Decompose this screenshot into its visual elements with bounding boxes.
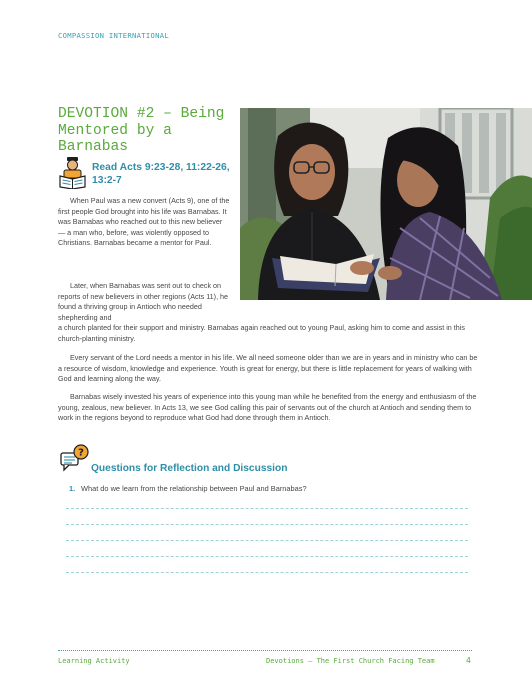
devotion-title: DEVOTION #2 – Being Mentored by a Barnabas: [58, 106, 225, 155]
photo-illustration: [240, 108, 532, 300]
svg-text:?: ?: [78, 447, 84, 459]
answer-line[interactable]: [66, 508, 468, 509]
photo-two-women-reading: [240, 108, 532, 300]
organization-header: COMPASSION INTERNATIONAL: [58, 31, 170, 40]
read-passage-label: Read Acts 9:23-28, 11:22-26, 13:2-7: [92, 162, 230, 186]
answer-line[interactable]: [66, 556, 468, 557]
footer-section-label: Learning Activity: [58, 657, 130, 665]
question-text: What do we learn from the relationship between Paul and Barnabas?: [81, 484, 307, 493]
discussion-question-icon: [60, 444, 90, 472]
question-number: 1.: [69, 484, 76, 493]
paragraph-4: Barnabas wisely invested his years of experience into this young man while he benefited from the energy and enthusiasm of the young, zealous, new believer. In Acts 13, we see God calling this pair of servants out of the church at Antioch and sending them to work in the regions beyond to reproduce what God had done through them in Antioch.: [58, 392, 477, 423]
answer-line[interactable]: [66, 524, 468, 525]
paragraph-3: Every servant of the Lord needs a mentor in his life. We all need someone older than we are in years and in ministry who can be a resource of wisdom, knowledge and experience. Youth is great for energy, but there is little replacement for years of walking with God and learning along the way.: [58, 353, 478, 384]
scripture-reading: [58, 157, 238, 191]
footer-document-title: Devotions – The First Church Facing Team: [266, 657, 435, 665]
page-number: 4: [466, 656, 471, 665]
answer-line[interactable]: [66, 572, 468, 573]
reflection-heading: Questions for Reflection and Discussion: [91, 463, 288, 474]
reader-with-book-icon: [58, 157, 87, 189]
answer-line[interactable]: [66, 540, 468, 541]
paragraph-2-continued: a church planted for their support and ministry. Barnabas again reached out to young Paul, asking him to come and assist in this church-planting ministry.: [58, 323, 465, 343]
paragraph-2: Later, when Barnabas was sent out to check on reports of new believers in other regions (Acts 11), he found a thriving group in Antioch who needed shepherding and: [58, 281, 229, 322]
paragraph-1: When Paul was a new convert (Acts 9), one of the first people God brought into his life was Barnabas. It was Barnabas who reached out to this new believer — a man who, before, was violently opposed to Christians. Barnabas became a mentor for Paul.: [58, 196, 230, 248]
footer-divider: [58, 650, 472, 651]
